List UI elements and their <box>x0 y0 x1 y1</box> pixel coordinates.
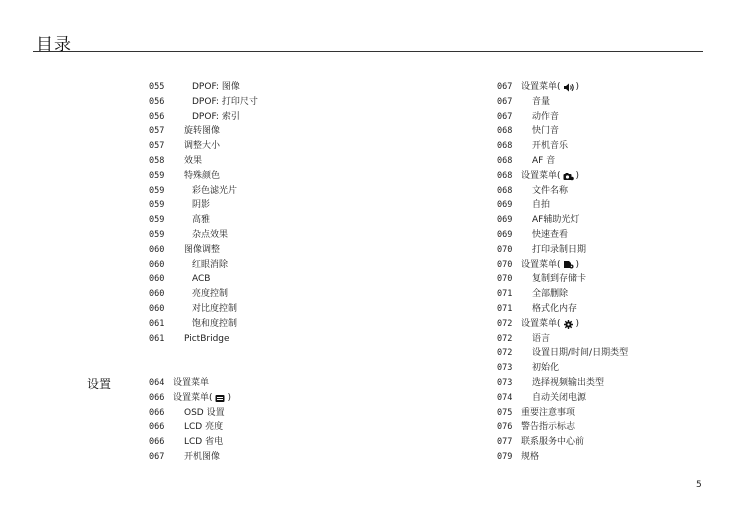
toc-entry <box>149 258 258 273</box>
toc-page-number: 060 <box>149 274 165 285</box>
toc-page-number: 074 <box>497 392 513 403</box>
toc-entry <box>149 317 258 332</box>
toc-entry-title: LCD 亮度 <box>184 422 224 433</box>
toc-page-number: 072 <box>497 318 513 329</box>
toc-page-number: 057 <box>149 126 165 137</box>
toc-page-number: 073 <box>497 377 513 388</box>
toc-entry-title: ACB <box>192 274 211 285</box>
card-settings-icon <box>563 260 574 269</box>
toc-entry <box>497 317 628 332</box>
toc-entry-title: 打印录制日期 <box>532 244 587 255</box>
toc-page-number: 067 <box>497 111 513 122</box>
toc-entry <box>497 272 628 287</box>
toc-page-number: 068 <box>497 185 513 196</box>
toc-entry <box>497 139 628 154</box>
toc-page-number: 066 <box>149 422 165 433</box>
toc-entry <box>149 154 258 169</box>
toc-entry <box>497 95 628 110</box>
toc-entry <box>497 198 628 213</box>
toc-page-number: 064 <box>149 378 165 388</box>
toc-page-number: 076 <box>497 422 513 433</box>
toc-page-number: 068 <box>497 155 513 166</box>
toc-entry-title: 设置菜单( <box>521 170 561 181</box>
toc-page-number: 070 <box>497 259 513 270</box>
toc-entry-title: 开机音乐 <box>532 141 569 152</box>
page-title: 目录 <box>36 35 72 55</box>
toc-entry <box>497 184 628 199</box>
toc-page-number: 058 <box>149 155 165 166</box>
toc-page-number: 061 <box>149 333 165 344</box>
toc-entry <box>149 435 231 450</box>
toc-page-number: 056 <box>149 96 165 107</box>
toc-entry <box>149 213 258 228</box>
toc-page-number: 067 <box>149 451 165 462</box>
toc-entry <box>149 302 258 317</box>
toc-page-number: 069 <box>497 229 513 240</box>
toc-entry-title: 文件名称 <box>532 185 569 196</box>
toc-entry-title: 快门音 <box>532 126 560 137</box>
toc-entry <box>497 450 628 465</box>
toc-page-number: 070 <box>497 274 513 285</box>
toc-entry-title: 格式化内存 <box>532 303 578 314</box>
toc-entry <box>149 184 258 199</box>
section-label: 设置 <box>87 377 112 391</box>
toc-entry <box>497 169 628 184</box>
toc-entry <box>149 169 258 184</box>
toc-entry-title: PictBridge <box>184 333 230 344</box>
toc-entry <box>149 80 258 95</box>
toc-entry-title: 联系服务中心前 <box>521 437 585 448</box>
toc-entry-title: 旋转图像 <box>184 126 221 137</box>
toc-page-number: 059 <box>149 215 165 226</box>
title-rule <box>33 51 703 52</box>
toc-entry-title: DPOF: 打印尺寸 <box>192 96 258 107</box>
toc-entry-suffix: ) <box>227 392 232 403</box>
toc-entry <box>149 287 258 302</box>
toc-entry-title: 设置菜单( <box>521 82 561 92</box>
toc-entry-title: 自拍 <box>532 200 551 211</box>
toc-page-number: 060 <box>149 259 165 270</box>
toc-entry-title: 设置菜单 <box>173 378 210 388</box>
toc-entry-title: 图像调整 <box>184 244 221 255</box>
toc-entry-title: 阴影 <box>192 200 211 211</box>
toc-page-number: 066 <box>149 392 165 403</box>
toc-right-column <box>497 80 628 465</box>
toc-page-number: 071 <box>497 303 513 314</box>
toc-page-number: 069 <box>497 200 513 211</box>
toc-page-number: 075 <box>497 407 513 418</box>
toc-entry <box>497 346 628 361</box>
toc-page-number: 059 <box>149 200 165 211</box>
toc-entry <box>497 302 628 317</box>
toc-page-number: 077 <box>497 437 513 448</box>
toc-entry-title: AF辅助光灯 <box>532 215 580 226</box>
toc-entry <box>497 406 628 421</box>
toc-page-number: 057 <box>149 141 165 152</box>
toc-entry <box>149 272 258 287</box>
toc-entry <box>497 420 628 435</box>
toc-entry <box>149 391 231 406</box>
toc-entry <box>497 258 628 273</box>
toc-settings-column <box>149 376 231 465</box>
toc-page-number: 055 <box>149 82 165 92</box>
toc-entry-title: 重要注意事项 <box>521 407 576 418</box>
toc-entry <box>497 80 628 95</box>
toc-entry <box>149 95 258 110</box>
toc-page-number: 060 <box>149 303 165 314</box>
toc-entry-title: DPOF: 图像 <box>192 82 240 92</box>
toc-entry-title: 全部删除 <box>532 289 569 300</box>
toc-page-number: 068 <box>497 126 513 137</box>
toc-entry <box>497 124 628 139</box>
toc-entry <box>149 110 258 125</box>
toc-entry-title: 初始化 <box>532 363 560 374</box>
toc-entry <box>149 243 258 258</box>
toc-entry-title: 音量 <box>532 96 551 107</box>
toc-entry-title: 设置菜单( <box>173 392 213 403</box>
toc-entry <box>149 420 231 435</box>
toc-entry <box>497 435 628 450</box>
toc-entry <box>497 213 628 228</box>
toc-entry-title: AF 音 <box>532 155 556 166</box>
toc-page-number: 059 <box>149 229 165 240</box>
toc-page-number: 072 <box>497 348 513 359</box>
toc-page-number: 059 <box>149 185 165 196</box>
toc-entry <box>149 228 258 243</box>
toc-entry-title: 彩色滤光片 <box>192 185 238 196</box>
toc-entry <box>149 198 258 213</box>
toc-entry-suffix: ) <box>575 82 580 92</box>
toc-page-number: 073 <box>497 363 513 374</box>
toc-page-number: 061 <box>149 318 165 329</box>
toc-entry-title: 红眼消除 <box>192 259 229 270</box>
toc-page-number: 060 <box>149 244 165 255</box>
toc-page-number: 072 <box>497 333 513 344</box>
toc-entry <box>497 154 628 169</box>
toc-page-number: 070 <box>497 244 513 255</box>
toc-page-number: 059 <box>149 170 165 181</box>
toc-entry <box>497 243 628 258</box>
toc-entry-title: 快速查看 <box>532 229 569 240</box>
toc-page-number: 068 <box>497 170 513 181</box>
toc-entry-title: 语言 <box>532 333 551 344</box>
toc-entry-title: 复制到存储卡 <box>532 274 587 285</box>
toc-entry <box>497 391 628 406</box>
toc-entry-suffix: ) <box>575 259 580 270</box>
toc-entry <box>149 139 258 154</box>
toc-page-number: 068 <box>497 141 513 152</box>
toc-entry-title: 警告指示标志 <box>521 422 576 433</box>
toc-page-number: 056 <box>149 111 165 122</box>
toc-entry-title: 高雅 <box>192 215 211 226</box>
toc-entry-title: 亮度控制 <box>192 289 229 300</box>
toc-entry-title: 自动关闭电源 <box>532 392 587 403</box>
toc-entry-title: OSD 设置 <box>184 407 225 418</box>
toc-entry <box>497 361 628 376</box>
toc-entry-title: 规格 <box>521 451 540 462</box>
toc-page-number: 069 <box>497 215 513 226</box>
toc-entry-title: LCD 省电 <box>184 437 224 448</box>
settings-menu-icon <box>215 394 226 403</box>
toc-entry-title: 效果 <box>184 155 203 166</box>
toc-entry <box>149 406 231 421</box>
camera-settings-icon <box>563 172 574 181</box>
toc-entry <box>149 124 258 139</box>
toc-entry-title: 选择视频输出类型 <box>532 377 605 388</box>
toc-page-number: 067 <box>497 82 513 92</box>
page-number: 5 <box>696 480 702 490</box>
toc-entry <box>149 332 258 347</box>
toc-entry-title: 设置菜单( <box>521 259 561 270</box>
toc-entry <box>149 376 231 391</box>
toc-page-number: 071 <box>497 289 513 300</box>
toc-entry-title: DPOF: 索引 <box>192 111 240 122</box>
toc-entry <box>497 110 628 125</box>
toc-page-number: 067 <box>497 96 513 107</box>
toc-entry-suffix: ) <box>575 318 580 329</box>
toc-entry <box>149 450 231 465</box>
toc-entry <box>497 228 628 243</box>
toc-page-number: 066 <box>149 437 165 448</box>
gear-icon <box>563 320 574 329</box>
toc-entry <box>497 287 628 302</box>
toc-page-number: 060 <box>149 289 165 300</box>
toc-entry-title: 开机图像 <box>184 451 221 462</box>
toc-entry-title: 调整大小 <box>184 141 221 152</box>
toc-entry-title: 对比度控制 <box>192 303 238 314</box>
speaker-icon <box>563 83 574 92</box>
toc-entry-title: 饱和度控制 <box>192 318 238 329</box>
toc-left-column <box>149 80 258 346</box>
toc-entry-title: 杂点效果 <box>192 229 229 240</box>
toc-entry <box>497 376 628 391</box>
toc-entry <box>497 332 628 347</box>
toc-entry-title: 特殊颜色 <box>184 170 221 181</box>
toc-entry-suffix: ) <box>575 170 580 181</box>
toc-entry-title: 设置日期/时间/日期类型 <box>532 348 629 359</box>
toc-entry-title: 动作音 <box>532 111 560 122</box>
toc-entry-title: 设置菜单( <box>521 318 561 329</box>
toc-page-number: 066 <box>149 407 165 418</box>
toc-page-number: 079 <box>497 451 513 462</box>
